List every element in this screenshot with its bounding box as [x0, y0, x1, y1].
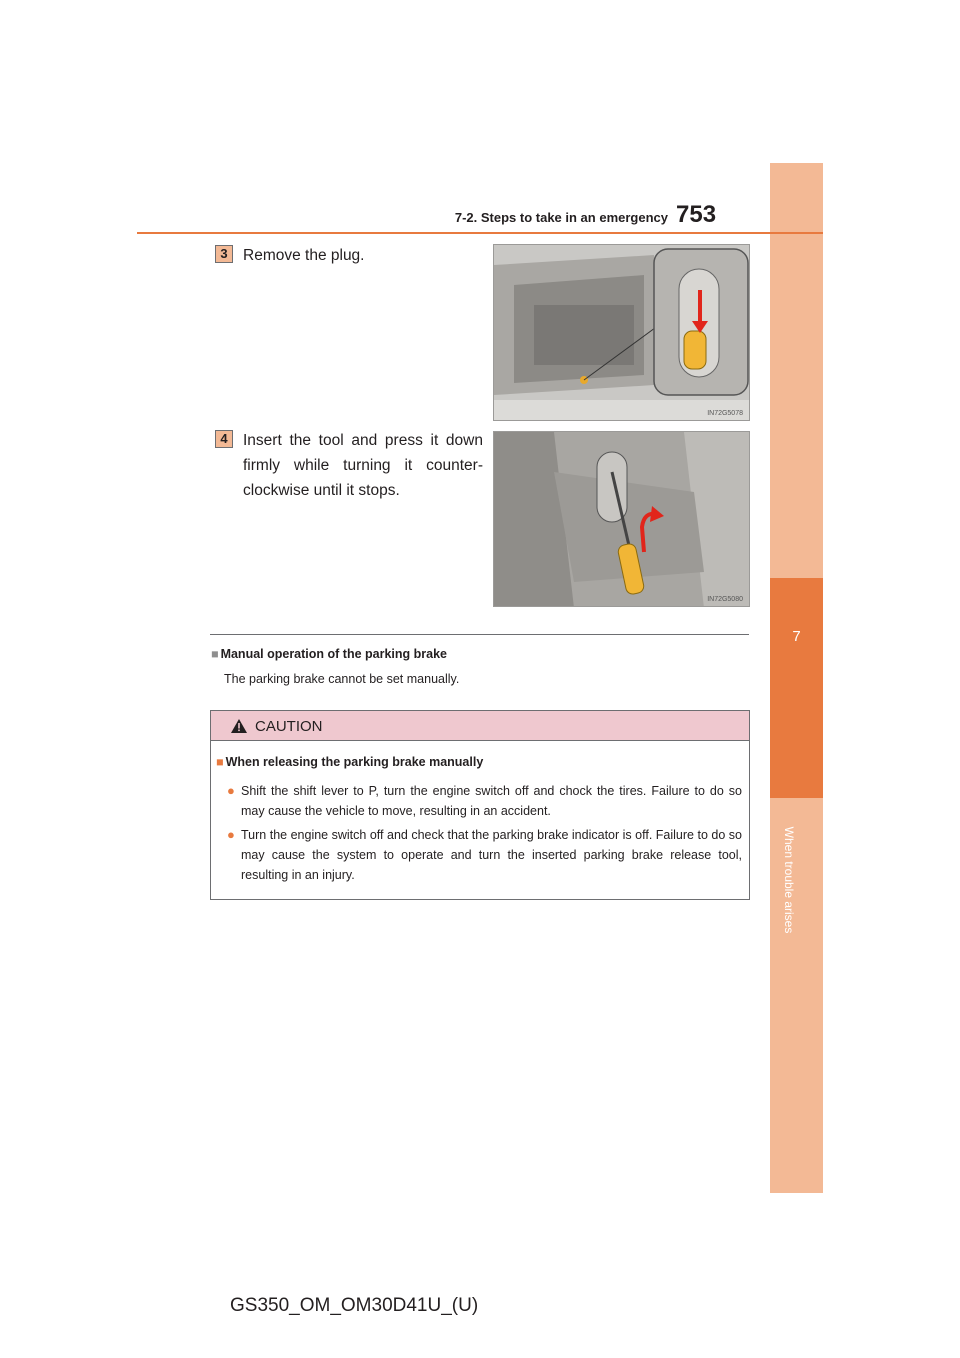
caution-item-text: Shift the shift lever to P, turn the engine switch off and chock the tires. Failure to do so may cause the vehicle to move, resulting in an accident. [241, 784, 742, 818]
square-bullet-icon: ■ [211, 647, 219, 661]
section-title: 7-2. Steps to take in an emergency [454, 210, 668, 225]
chapter-title-tab[interactable] [781, 800, 811, 980]
note-body: The parking brake cannot be set manually. [224, 672, 460, 686]
note-divider [210, 634, 749, 635]
document-code: GS350_OM_OM30D41U_(U) [230, 1295, 479, 1316]
note-title-text: Manual operation of the parking brake [220, 647, 447, 661]
page-number: 753 [676, 201, 717, 228]
chapter-number: 7 [792, 628, 801, 645]
caution-item [227, 781, 742, 821]
bullet-dot-icon: ● [227, 827, 235, 842]
step-text: Insert the tool and press it down firmly while turning it counter-clockwise until it stops. [243, 432, 483, 499]
caution-label: CAUTION [255, 718, 323, 735]
note-title [211, 647, 447, 661]
chapter-title: When trouble arises [782, 826, 796, 934]
figure-code: IN72G5080 [707, 596, 743, 603]
header-rule [137, 232, 823, 234]
step-text: Remove the plug. [243, 247, 365, 264]
release-tool-illustration [493, 431, 750, 607]
step-number-badge: 4 [215, 430, 233, 448]
caution-title-text: When releasing the parking brake manually [225, 755, 484, 769]
step-number-badge: 3 [215, 245, 233, 263]
bullet-dot-icon: ● [227, 783, 235, 798]
caution-box [210, 710, 750, 900]
caution-title [216, 755, 483, 769]
caution-item-text: Turn the engine switch off and check that the parking brake indicator is off. Failure to do so may cause the system to operate and turn the inserted parking brake release tool, resulting in an injury. [241, 828, 742, 882]
square-bullet-icon: ■ [216, 755, 224, 769]
warning-triangle-icon [231, 719, 247, 733]
caution-item [227, 825, 742, 885]
figure-code: IN72G5078 [707, 410, 743, 417]
trunk-plug-illustration [493, 244, 750, 421]
caution-header [211, 711, 749, 741]
chapter-number-tab[interactable] [770, 578, 823, 798]
